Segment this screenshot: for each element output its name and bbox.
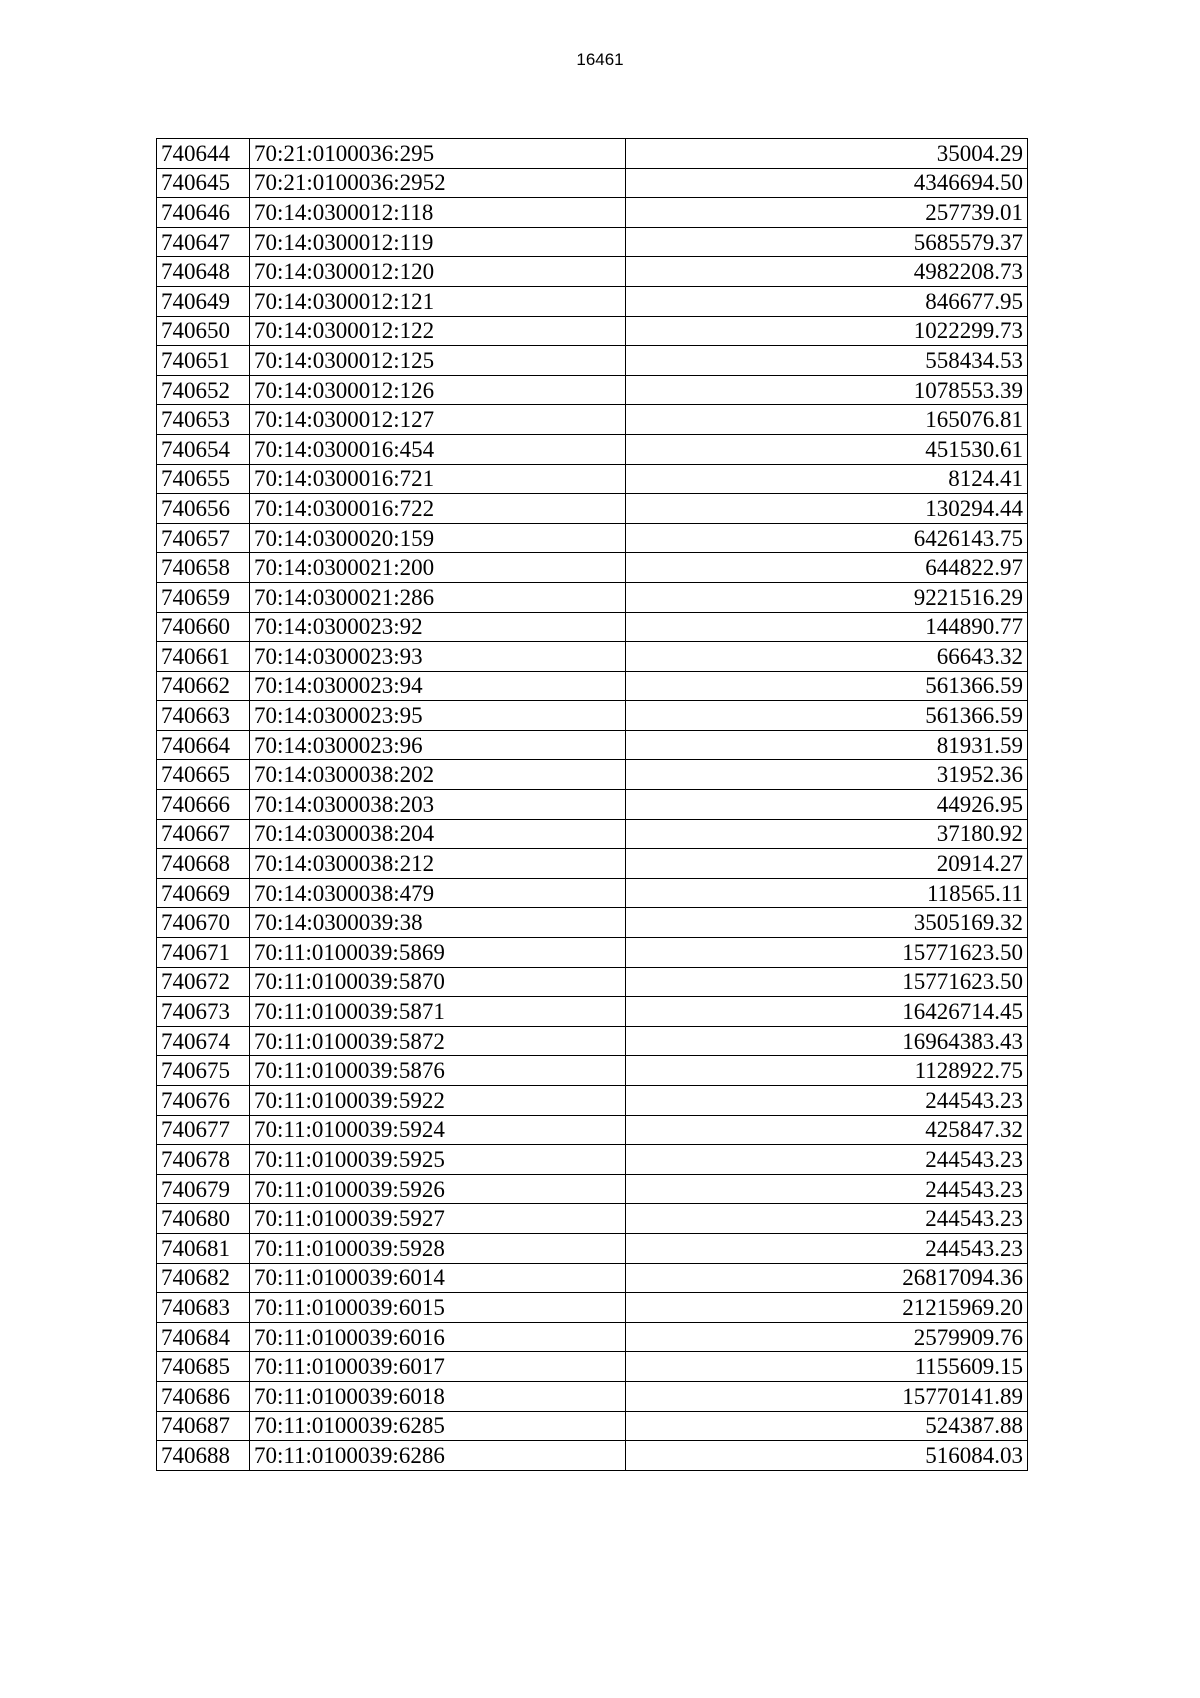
- table-row: [157, 198, 1028, 228]
- cadastral-number-cell: 70:14:0300012:120: [250, 257, 626, 287]
- table-row: [157, 1293, 1028, 1323]
- table-row: [157, 523, 1028, 553]
- table-row: [157, 878, 1028, 908]
- cadastral-number-cell: 70:14:0300023:92: [250, 612, 626, 642]
- cadastral-number-cell: 70:14:0300023:95: [250, 701, 626, 731]
- table-row: [157, 168, 1028, 198]
- row-number-cell: 740647: [157, 227, 250, 257]
- cadastral-number-cell: 70:11:0100039:6017: [250, 1352, 626, 1382]
- row-number-cell: 740674: [157, 1026, 250, 1056]
- table-row: [157, 582, 1028, 612]
- cadastral-number-cell: 70:14:0300012:118: [250, 198, 626, 228]
- row-number-cell: 740656: [157, 494, 250, 524]
- row-number-cell: 740648: [157, 257, 250, 287]
- cadastral-value-cell: 21215969.20: [626, 1293, 1028, 1323]
- cadastral-number-cell: 70:11:0100039:5928: [250, 1233, 626, 1263]
- row-number-cell: 740663: [157, 701, 250, 731]
- cadastral-number-cell: 70:14:0300023:93: [250, 642, 626, 672]
- cadastral-number-cell: 70:21:0100036:295: [250, 139, 626, 169]
- row-number-cell: 740652: [157, 375, 250, 405]
- cadastral-value-cell: 6426143.75: [626, 523, 1028, 553]
- row-number-cell: 740672: [157, 967, 250, 997]
- row-number-cell: 740687: [157, 1411, 250, 1441]
- table-row: [157, 849, 1028, 879]
- cadastral-number-cell: 70:11:0100039:5922: [250, 1086, 626, 1116]
- cadastral-value-cell: 2579909.76: [626, 1322, 1028, 1352]
- cadastral-value-cell: 3505169.32: [626, 908, 1028, 938]
- cadastral-number-cell: 70:14:0300038:204: [250, 819, 626, 849]
- cadastral-number-cell: 70:14:0300012:121: [250, 286, 626, 316]
- row-number-cell: 740661: [157, 642, 250, 672]
- cadastral-value-cell: 20914.27: [626, 849, 1028, 879]
- table-row: [157, 1026, 1028, 1056]
- table-row: [157, 553, 1028, 583]
- cadastral-value-cell: 16426714.45: [626, 997, 1028, 1027]
- cadastral-value-cell: 451530.61: [626, 434, 1028, 464]
- cadastral-number-cell: 70:14:0300038:212: [250, 849, 626, 879]
- row-number-cell: 740659: [157, 582, 250, 612]
- table-row: [157, 346, 1028, 376]
- cadastral-number-cell: 70:11:0100039:5876: [250, 1056, 626, 1086]
- cadastral-value-cell: 644822.97: [626, 553, 1028, 583]
- page-number: 16461: [576, 50, 624, 69]
- table-row: [157, 967, 1028, 997]
- cadastral-value-cell: 66643.32: [626, 642, 1028, 672]
- cadastral-value-cell: 16964383.43: [626, 1026, 1028, 1056]
- row-number-cell: 740681: [157, 1233, 250, 1263]
- cadastral-value-cell: 244543.23: [626, 1174, 1028, 1204]
- row-number-cell: 740654: [157, 434, 250, 464]
- table-row: [157, 405, 1028, 435]
- row-number-cell: 740664: [157, 730, 250, 760]
- table-row: [157, 286, 1028, 316]
- cadastral-number-cell: 70:14:0300012:126: [250, 375, 626, 405]
- table-row: [157, 1411, 1028, 1441]
- cadastral-value-cell: 244543.23: [626, 1145, 1028, 1175]
- cadastral-number-cell: 70:14:0300012:127: [250, 405, 626, 435]
- row-number-cell: 740676: [157, 1086, 250, 1116]
- table-row: [157, 1381, 1028, 1411]
- table-row: [157, 1441, 1028, 1471]
- cadastral-number-cell: 70:11:0100039:5926: [250, 1174, 626, 1204]
- row-number-cell: 740644: [157, 139, 250, 169]
- cadastral-number-cell: 70:14:0300023:96: [250, 730, 626, 760]
- cadastral-number-cell: 70:14:0300012:122: [250, 316, 626, 346]
- table-row: [157, 257, 1028, 287]
- cadastral-value-cell: 524387.88: [626, 1411, 1028, 1441]
- cadastral-value-cell: 244543.23: [626, 1233, 1028, 1263]
- table-row: [157, 790, 1028, 820]
- table-row: [157, 139, 1028, 169]
- cadastral-value-table: [156, 138, 1028, 1471]
- cadastral-value-cell: 846677.95: [626, 286, 1028, 316]
- cadastral-value-cell: 165076.81: [626, 405, 1028, 435]
- table-body: [157, 139, 1028, 1471]
- cadastral-number-cell: 70:14:0300020:159: [250, 523, 626, 553]
- cadastral-number-cell: 70:14:0300039:38: [250, 908, 626, 938]
- row-number-cell: 740678: [157, 1145, 250, 1175]
- table-row: [157, 375, 1028, 405]
- row-number-cell: 740671: [157, 938, 250, 968]
- cadastral-value-cell: 257739.01: [626, 198, 1028, 228]
- cadastral-value-cell: 35004.29: [626, 139, 1028, 169]
- table-row: [157, 227, 1028, 257]
- row-number-cell: 740682: [157, 1263, 250, 1293]
- cadastral-number-cell: 70:14:0300016:454: [250, 434, 626, 464]
- cadastral-number-cell: 70:11:0100039:6285: [250, 1411, 626, 1441]
- row-number-cell: 740651: [157, 346, 250, 376]
- table-row: [157, 1174, 1028, 1204]
- table-row: [157, 671, 1028, 701]
- table-row: [157, 938, 1028, 968]
- table-row: [157, 494, 1028, 524]
- row-number-cell: 740675: [157, 1056, 250, 1086]
- row-number-cell: 740677: [157, 1115, 250, 1145]
- cadastral-number-cell: 70:14:0300016:721: [250, 464, 626, 494]
- cadastral-value-cell: 558434.53: [626, 346, 1028, 376]
- table-row: [157, 730, 1028, 760]
- table-row: [157, 1056, 1028, 1086]
- row-number-cell: 740673: [157, 997, 250, 1027]
- cadastral-value-cell: 425847.32: [626, 1115, 1028, 1145]
- cadastral-number-cell: 70:14:0300021:200: [250, 553, 626, 583]
- table-row: [157, 701, 1028, 731]
- cadastral-value-cell: 5685579.37: [626, 227, 1028, 257]
- table-row: [157, 1263, 1028, 1293]
- cadastral-value-cell: 144890.77: [626, 612, 1028, 642]
- cadastral-value-cell: 561366.59: [626, 701, 1028, 731]
- cadastral-number-cell: 70:14:0300023:94: [250, 671, 626, 701]
- cadastral-value-cell: 15771623.50: [626, 938, 1028, 968]
- cadastral-value-cell: 9221516.29: [626, 582, 1028, 612]
- table-row: [157, 819, 1028, 849]
- table-row: [157, 1233, 1028, 1263]
- row-number-cell: 740667: [157, 819, 250, 849]
- cadastral-number-cell: 70:14:0300016:722: [250, 494, 626, 524]
- row-number-cell: 740658: [157, 553, 250, 583]
- row-number-cell: 740666: [157, 790, 250, 820]
- table-row: [157, 612, 1028, 642]
- cadastral-value-cell: 31952.36: [626, 760, 1028, 790]
- table-row: [157, 1115, 1028, 1145]
- cadastral-value-cell: 81931.59: [626, 730, 1028, 760]
- row-number-cell: 740646: [157, 198, 250, 228]
- row-number-cell: 740668: [157, 849, 250, 879]
- cadastral-number-cell: 70:14:0300038:202: [250, 760, 626, 790]
- table-row: [157, 1204, 1028, 1234]
- cadastral-value-cell: 26817094.36: [626, 1263, 1028, 1293]
- table-row: [157, 1086, 1028, 1116]
- cadastral-number-cell: 70:11:0100039:5869: [250, 938, 626, 968]
- cadastral-number-cell: 70:14:0300012:119: [250, 227, 626, 257]
- cadastral-number-cell: 70:11:0100039:6286: [250, 1441, 626, 1471]
- cadastral-number-cell: 70:11:0100039:6015: [250, 1293, 626, 1323]
- cadastral-value-cell: 130294.44: [626, 494, 1028, 524]
- cadastral-number-cell: 70:11:0100039:6018: [250, 1381, 626, 1411]
- cadastral-value-cell: 1078553.39: [626, 375, 1028, 405]
- cadastral-value-cell: 244543.23: [626, 1204, 1028, 1234]
- cadastral-number-cell: 70:11:0100039:5927: [250, 1204, 626, 1234]
- table-row: [157, 760, 1028, 790]
- row-number-cell: 740679: [157, 1174, 250, 1204]
- table-row: [157, 434, 1028, 464]
- cadastral-number-cell: 70:11:0100039:5870: [250, 967, 626, 997]
- cadastral-number-cell: 70:11:0100039:5924: [250, 1115, 626, 1145]
- cadastral-value-cell: 561366.59: [626, 671, 1028, 701]
- row-number-cell: 740665: [157, 760, 250, 790]
- cadastral-value-cell: 15771623.50: [626, 967, 1028, 997]
- cadastral-value-cell: 1155609.15: [626, 1352, 1028, 1382]
- row-number-cell: 740657: [157, 523, 250, 553]
- cadastral-number-cell: 70:14:0300038:479: [250, 878, 626, 908]
- cadastral-value-cell: 1128922.75: [626, 1056, 1028, 1086]
- table-row: [157, 1352, 1028, 1382]
- table-row: [157, 997, 1028, 1027]
- cadastral-value-cell: 4346694.50: [626, 168, 1028, 198]
- cadastral-number-cell: 70:11:0100039:5925: [250, 1145, 626, 1175]
- cadastral-value-cell: 37180.92: [626, 819, 1028, 849]
- row-number-cell: 740645: [157, 168, 250, 198]
- row-number-cell: 740655: [157, 464, 250, 494]
- row-number-cell: 740685: [157, 1352, 250, 1382]
- row-number-cell: 740669: [157, 878, 250, 908]
- row-number-cell: 740660: [157, 612, 250, 642]
- cadastral-number-cell: 70:21:0100036:2952: [250, 168, 626, 198]
- cadastral-number-cell: 70:14:0300012:125: [250, 346, 626, 376]
- row-number-cell: 740688: [157, 1441, 250, 1471]
- row-number-cell: 740683: [157, 1293, 250, 1323]
- row-number-cell: 740686: [157, 1381, 250, 1411]
- cadastral-number-cell: 70:11:0100039:5871: [250, 997, 626, 1027]
- cadastral-number-cell: 70:11:0100039:5872: [250, 1026, 626, 1056]
- cadastral-number-cell: 70:11:0100039:6014: [250, 1263, 626, 1293]
- cadastral-value-cell: 44926.95: [626, 790, 1028, 820]
- cadastral-value-cell: 8124.41: [626, 464, 1028, 494]
- row-number-cell: 740662: [157, 671, 250, 701]
- row-number-cell: 740650: [157, 316, 250, 346]
- cadastral-value-cell: 244543.23: [626, 1086, 1028, 1116]
- table-row: [157, 908, 1028, 938]
- cadastral-number-cell: 70:14:0300021:286: [250, 582, 626, 612]
- cadastral-value-cell: 1022299.73: [626, 316, 1028, 346]
- table-row: [157, 464, 1028, 494]
- table-row: [157, 1322, 1028, 1352]
- row-number-cell: 740649: [157, 286, 250, 316]
- table-row: [157, 642, 1028, 672]
- row-number-cell: 740684: [157, 1322, 250, 1352]
- row-number-cell: 740680: [157, 1204, 250, 1234]
- row-number-cell: 740670: [157, 908, 250, 938]
- cadastral-value-cell: 118565.11: [626, 878, 1028, 908]
- table-row: [157, 1145, 1028, 1175]
- cadastral-value-cell: 516084.03: [626, 1441, 1028, 1471]
- cadastral-number-cell: 70:11:0100039:6016: [250, 1322, 626, 1352]
- cadastral-number-cell: 70:14:0300038:203: [250, 790, 626, 820]
- cadastral-value-cell: 15770141.89: [626, 1381, 1028, 1411]
- row-number-cell: 740653: [157, 405, 250, 435]
- cadastral-value-cell: 4982208.73: [626, 257, 1028, 287]
- table-row: [157, 316, 1028, 346]
